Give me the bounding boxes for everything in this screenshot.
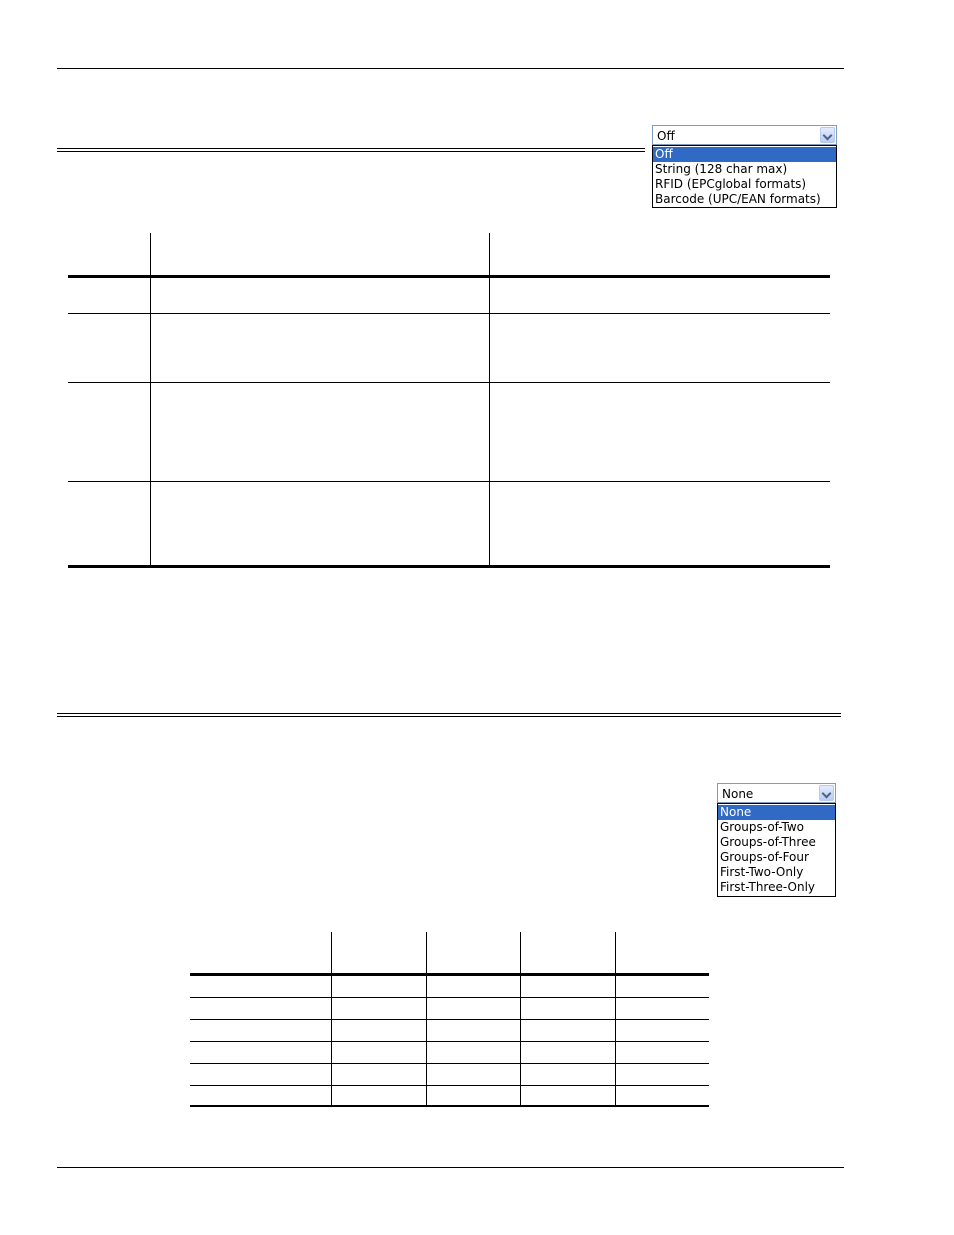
format-select[interactable] [652,125,837,145]
table-row [190,1019,709,1020]
grouping-option-first-three[interactable]: First-Three-Only [720,880,816,894]
format-option-barcode[interactable]: Barcode (UPC/EAN formats) [655,192,821,206]
format-options-list [652,145,837,208]
grouping-option-three[interactable]: Groups-of-Three [720,835,816,849]
grouping-option-four[interactable]: Groups-of-Four [720,850,809,864]
grouping-option-two[interactable]: Groups-of-Two [720,820,804,834]
table-header-rule [190,973,709,976]
table-bottom-rule [190,1105,709,1107]
table-bottom-rule [68,565,830,568]
page-footer-rule [57,1167,844,1168]
section-2-rule [57,713,841,717]
format-selected-value: Off [657,129,675,143]
table-row [190,1085,709,1086]
grouping-options-list [717,803,836,897]
table-row [68,481,830,482]
grouping-option-first-two[interactable]: First-Two-Only [720,865,804,879]
table-row [190,1063,709,1064]
table-header-rule [68,275,830,278]
format-option-rfid[interactable]: RFID (EPCglobal formats) [655,177,807,191]
table-row [190,997,709,998]
format-option-off[interactable]: Off [653,147,836,162]
table-row [190,1041,709,1042]
chevron-down-icon[interactable] [819,785,834,801]
grouping-selected-value: None [722,787,754,801]
grouping-option-none[interactable]: None [718,805,835,820]
page-header-rule [57,68,844,69]
chevron-down-icon[interactable] [820,127,835,143]
table-column-divider [150,233,151,566]
table-column-divider [489,233,490,566]
section-1-rule [57,148,645,152]
format-option-string[interactable]: String (128 char max) [655,162,788,176]
grouping-select[interactable] [717,783,836,803]
table-row [68,313,830,314]
table-row [68,382,830,383]
